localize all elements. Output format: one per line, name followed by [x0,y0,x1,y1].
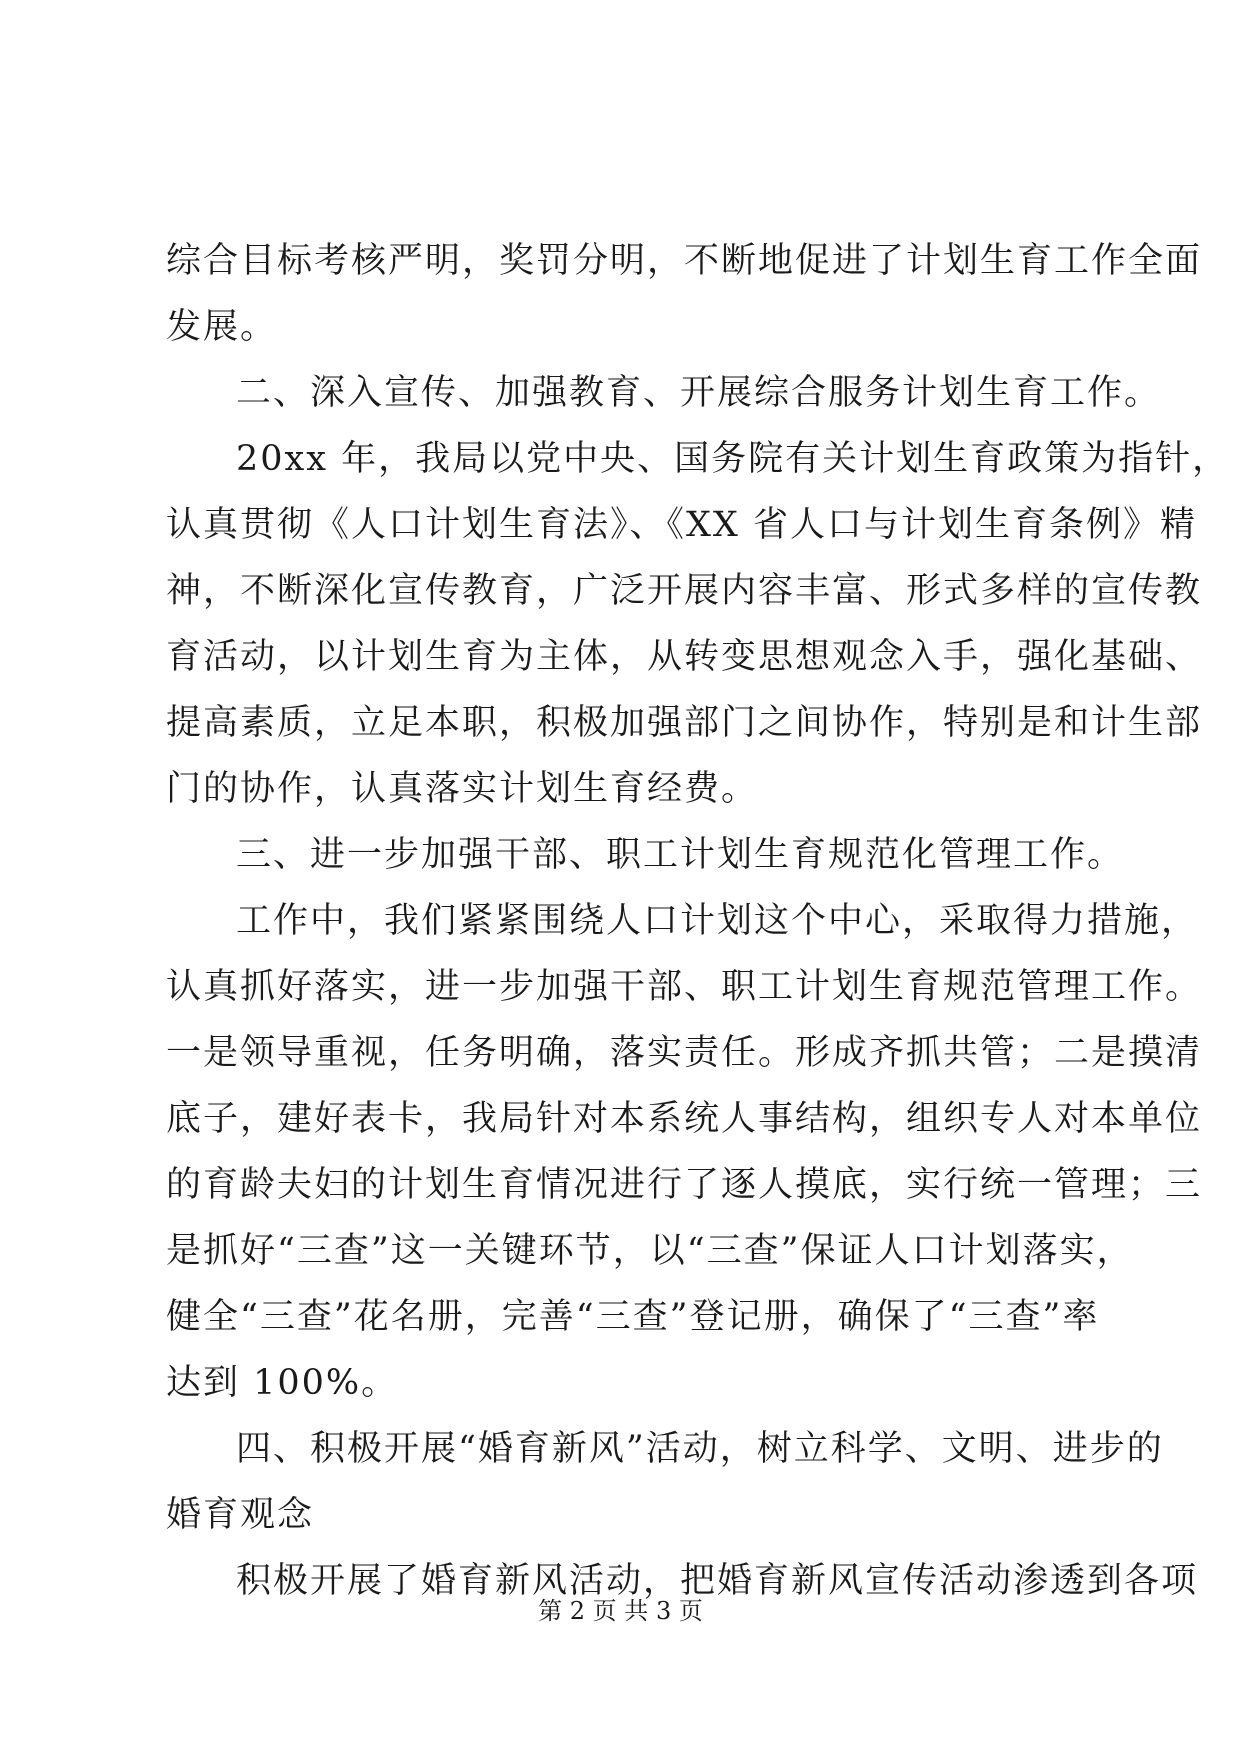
section-heading: 婚育观念 [166,1495,315,1535]
body-line: 认真贯彻《人口计划生育法》、《XX 省人口与计划生育条例》精 [166,505,1197,545]
section-heading: 二、深入宣传、加强教育、开展综合服务计划生育工作。 [236,373,1162,413]
body-line: 综合目标考核严明，奖罚分明，不断地促进了计划生育工作全面 [166,241,1203,281]
body-line: 认真抓好落实，进一步加强干部、职工计划生育规范管理工作。 [166,967,1203,1007]
body-line: 育活动，以计划生育为主体，从转变思想观念入手，强化基础、 [166,637,1203,677]
section-heading: 三、进一步加强干部、职工计划生育规范化管理工作。 [236,835,1125,875]
body-line: 神，不断深化宣传教育，广泛开展内容丰富、形式多样的宣传教 [166,571,1203,611]
body-line: 工作中，我们紧紧围绕人口计划这个中心，采取得力措施， [236,901,1199,941]
page-number-footer: 第 2 页 共 3 页 [538,1597,703,1625]
body-line: 一是领导重视，任务明确，落实责任。形成齐抓共管；二是摸清 [166,1033,1203,1073]
body-line: 的育龄夫妇的计划生育情况进行了逐人摸底，实行统一管理；三 [166,1165,1203,1205]
body-line: 底子，建好表卡，我局针对本系统人事结构，组织专人对本单位 [166,1099,1203,1139]
body-line: 提高素质，立足本职，积极加强部门之间协作，特别是和计生部 [166,703,1203,743]
body-line: 达到 100%。 [166,1363,399,1403]
body-line: 20xx 年，我局以党中央、国务院有关计划生育政策为指针， [236,439,1230,479]
body-line: 门的协作，认真落实计划生育经费。 [166,769,759,809]
section-heading: 四、积极开展“婚育新风”活动，树立科学、文明、进步的 [236,1429,1164,1469]
document-body [166,228,1230,1614]
body-line: 发展。 [166,307,278,347]
body-line: 健全“三查”花名册，完善“三查”登记册，确保了“三查”率 [166,1297,1100,1337]
body-line: 积极开展了婚育新风活动，把婚育新风宣传活动渗透到各项 [236,1561,1199,1601]
body-line: 是抓好“三查”这一关键环节，以“三查”保证人口计划落实， [166,1231,1134,1271]
